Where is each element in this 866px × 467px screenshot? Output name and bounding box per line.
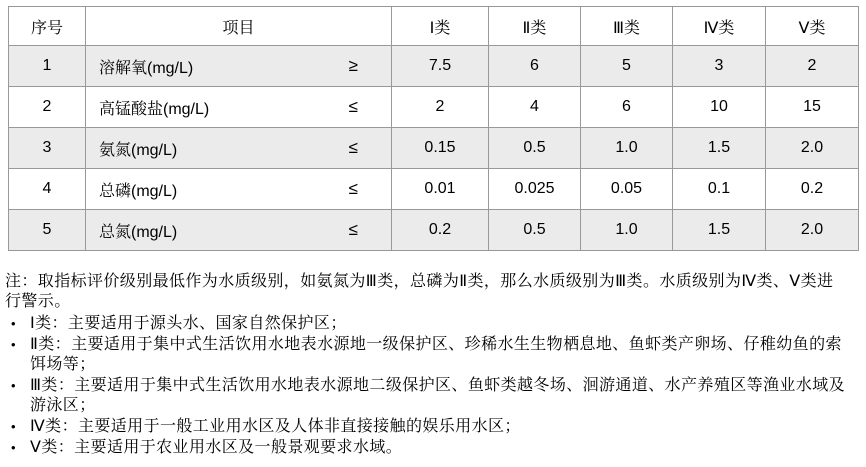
comparison-operator: ≤ <box>348 138 358 157</box>
value-cell: 2.0 <box>766 210 859 251</box>
class-description-item <box>5 417 850 437</box>
table-row <box>9 169 859 210</box>
comparison-operator: ≤ <box>348 97 358 116</box>
bullet-icon: • <box>11 337 16 352</box>
value-cell: 3 <box>673 46 766 87</box>
value-cell: 6 <box>581 87 673 128</box>
value-cell: 1.0 <box>581 128 673 169</box>
value-cell: 0.01 <box>392 169 489 210</box>
water-quality-table <box>8 6 859 251</box>
comparison-operator: ≤ <box>348 179 358 198</box>
column-header-class2: Ⅱ类 <box>489 7 581 46</box>
class-description-item <box>5 438 850 458</box>
table-row <box>9 46 859 87</box>
item-cell <box>86 169 392 210</box>
item-name: 氨氮(mg/L) <box>99 141 178 159</box>
class-description-item <box>5 335 850 375</box>
item-name: 高锰酸盐(mg/L) <box>99 100 210 118</box>
bullet-icon: • <box>11 378 16 393</box>
item-cell <box>86 87 392 128</box>
value-cell: 1.5 <box>673 210 766 251</box>
class-description-text: Ⅳ类：主要适用于一般工业用水区及人体非直接接触的娱乐用水区； <box>30 418 521 435</box>
row-number-cell: 5 <box>9 210 86 251</box>
value-cell: 0.2 <box>392 210 489 251</box>
item-name: 总氮(mg/L) <box>99 223 178 241</box>
bullet-icon: • <box>11 440 16 455</box>
comparison-operator: ≥ <box>348 56 358 75</box>
row-number-cell: 1 <box>9 46 86 87</box>
class-description-item <box>5 376 850 416</box>
column-header-class1: Ⅰ类 <box>392 7 489 46</box>
item-name: 溶解氧(mg/L) <box>99 59 194 77</box>
row-number-cell: 2 <box>9 87 86 128</box>
item-cell <box>86 46 392 87</box>
column-header-no: 序号 <box>9 7 86 46</box>
value-cell: 10 <box>673 87 766 128</box>
value-cell: 1.5 <box>673 128 766 169</box>
table-row <box>9 87 859 128</box>
value-cell: 0.1 <box>673 169 766 210</box>
bullet-icon: • <box>11 419 16 434</box>
class-description-text: Ⅱ类：主要适用于集中式生活饮用水地表水源地一级保护区、珍稀水生生物栖息地、鱼虾类产卵场、仔稚幼鱼的索饵场等； <box>30 336 842 373</box>
item-name: 总磷(mg/L) <box>99 182 178 200</box>
item-cell <box>86 128 392 169</box>
column-header-class3: Ⅲ类 <box>581 7 673 46</box>
class-description-text: Ⅴ类：主要适用于农业用水区及一般景观要求水域。 <box>30 439 403 456</box>
value-cell: 2 <box>766 46 859 87</box>
item-cell <box>86 210 392 251</box>
value-cell: 0.5 <box>489 128 581 169</box>
value-cell: 2.0 <box>766 128 859 169</box>
column-header-class4: Ⅳ类 <box>673 7 766 46</box>
row-number-cell: 4 <box>9 169 86 210</box>
value-cell: 5 <box>581 46 673 87</box>
class-description-item <box>5 314 850 334</box>
value-cell: 2 <box>392 87 489 128</box>
value-cell: 0.5 <box>489 210 581 251</box>
note-text: 注：取指标评价级别最低作为水质级别，如氨氮为Ⅲ类，总磷为Ⅱ类，那么水质级别为Ⅲ类。水质级别为Ⅳ类、Ⅴ类进行警示。 <box>5 273 834 310</box>
table-header-row <box>9 7 859 46</box>
value-cell: 0.15 <box>392 128 489 169</box>
comparison-operator: ≤ <box>348 220 358 239</box>
value-cell: 0.025 <box>489 169 581 210</box>
value-cell: 0.05 <box>581 169 673 210</box>
column-header-item: 项目 <box>86 7 392 46</box>
class-description-text: Ⅲ类：主要适用于集中式生活饮用水地表水源地二级保护区、鱼虾类越冬场、洄游通道、水产养殖区等渔业水域及游泳区； <box>30 377 846 414</box>
table-row <box>9 128 859 169</box>
table-row <box>9 210 859 251</box>
bullet-icon: • <box>11 316 16 331</box>
value-cell: 4 <box>489 87 581 128</box>
class-description-text: Ⅰ类：主要适用于源头水、国家自然保护区； <box>30 315 347 332</box>
value-cell: 6 <box>489 46 581 87</box>
row-number-cell: 3 <box>9 128 86 169</box>
column-header-class5: Ⅴ类 <box>766 7 859 46</box>
value-cell: 15 <box>766 87 859 128</box>
class-description-list <box>0 314 866 458</box>
value-cell: 7.5 <box>392 46 489 87</box>
value-cell: 0.2 <box>766 169 859 210</box>
value-cell: 1.0 <box>581 210 673 251</box>
